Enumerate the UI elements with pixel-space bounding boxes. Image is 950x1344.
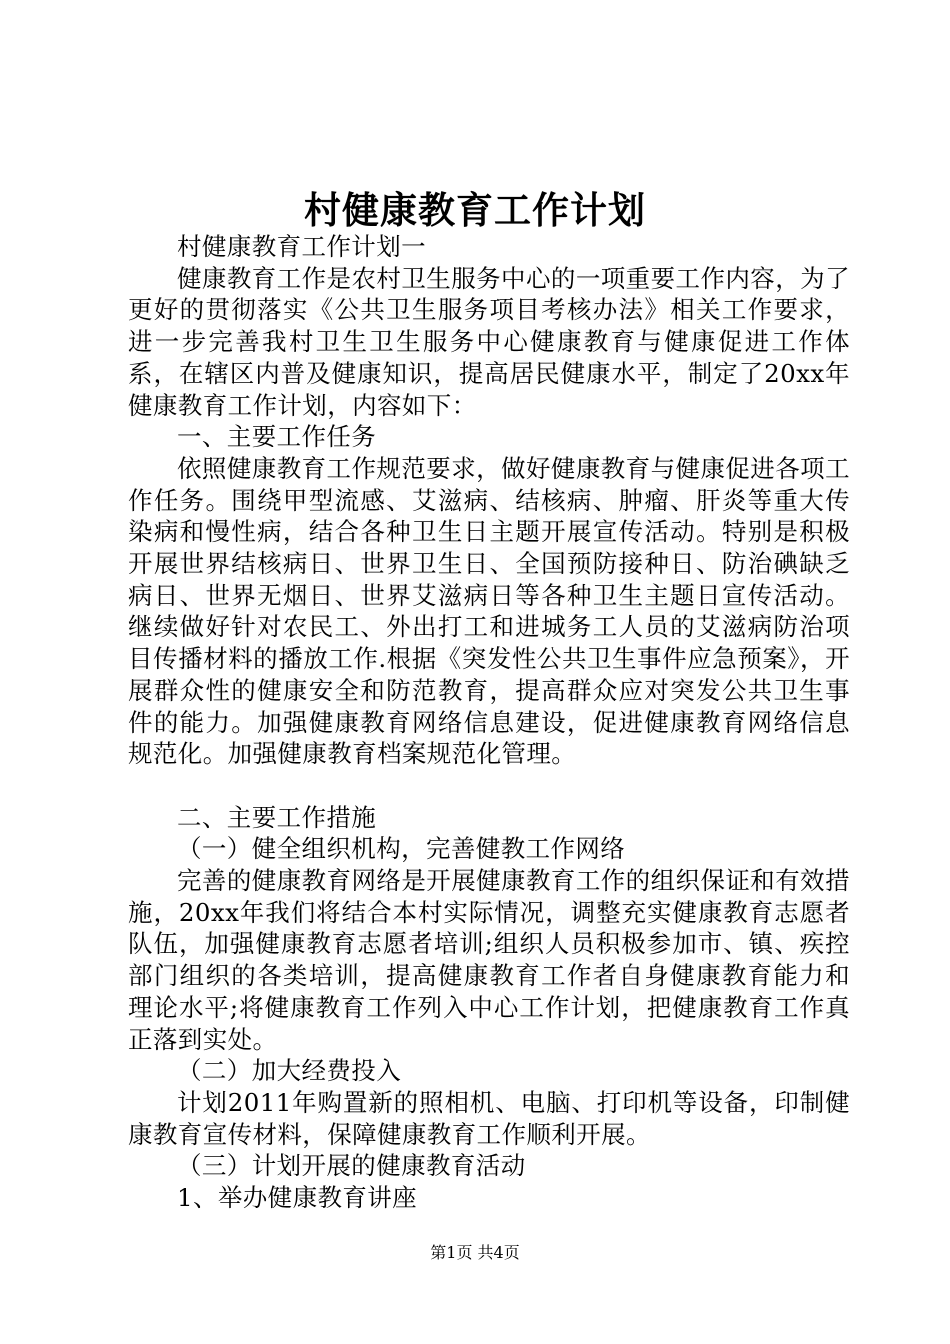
funding-paragraph: 计划2011年购置新的照相机、电脑、打印机等设备，印制健康教育宣传材料，保障健康教育工作顺利开展。 [128,1087,850,1149]
subsection-heading-funding: （二）加大经费投入 [177,1056,402,1086]
section-heading-measures: 二、主要工作措施 [177,802,377,832]
plan-subtitle: 村健康教育工作计划一 [177,232,426,261]
subsection-heading-organization: （一）健全组织机构，完善健教工作网络 [177,834,626,864]
paragraph-spacer [128,770,850,802]
page-footer: 第1页 共4页 [430,1243,520,1262]
document-title: 村健康教育工作计划 [304,188,646,232]
tasks-paragraph: 依照健康教育工作规范要求，做好健康教育与健康促进各项工作任务。围绕甲型流感、艾滋病、结核病、肿瘤、肝炎等重大传染病和慢性病，结合各种卫生日主题开展宣传活动。特别是积极开展世界结核病日、世界卫生日、全国预防接种日、防治碘缺乏病日、世界无烟日、世界艾滋病日等各种卫生主题日宣传活动。继续做好针对农民工、外出打工和进城务工人员的艾滋病防治项目传播材料的播放工作.根据《突发性公共卫生事件应急预案》，开展群众性的健康安全和防范教育，提高群众应对突发公共卫生事件的能力。加强健康教育网络信息建设，促进健康教育网络信息规范化。加强健康教育档案规范化管理。 [128,453,850,769]
document-body [128,231,850,1214]
activity-item-lecture: 1、举办健康教育讲座 [177,1183,418,1213]
subsection-heading-activities: （三）计划开展的健康教育活动 [177,1151,526,1181]
organization-paragraph: 完善的健康教育网络是开展健康教育工作的组织保证和有效措施，20xx年我们将结合本村实际情况，调整充实健康教育志愿者队伍，加强健康教育志愿者培训;组织人员积极参加市、镇、疾控部门组织的各类培训，提高健康教育工作者自身健康教育能力和理论水平;将健康教育工作列入中心工作计划，把健康教育工作真正落到实处。 [128,866,850,1054]
section-heading-tasks: 一、主要工作任务 [177,422,377,452]
intro-paragraph: 健康教育工作是农村卫生服务中心的一项重要工作内容，为了更好的贯彻落实《公共卫生服务项目考核办法》相关工作要求，进一步完善我村卫生卫生服务中心健康教育与健康促进工作体系，在辖区内普及健康知识，提高居民健康水平，制定了20xx年健康教育工作计划，内容如下： [128,263,850,420]
